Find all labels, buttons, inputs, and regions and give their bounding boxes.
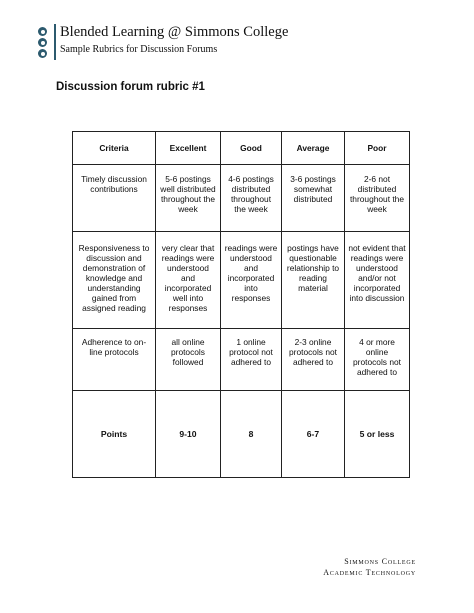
logo-dot-icon xyxy=(38,38,47,47)
brand-title: Blended Learning @ Simmons College xyxy=(60,24,289,40)
table-cell: 3-6 postings somewhat distributed xyxy=(282,165,345,232)
page-footer xyxy=(323,556,416,578)
table-row xyxy=(73,329,410,391)
footer-line-department: Academic Technology xyxy=(323,568,416,577)
page-header xyxy=(38,24,288,60)
table-cell: very clear that readings were understood and incorporated well into responses xyxy=(156,232,221,329)
criteria-cell: Timely discussion contributions xyxy=(73,165,156,232)
points-cell: 5 or less xyxy=(345,391,410,478)
header-text xyxy=(60,24,288,56)
points-cell: 9-10 xyxy=(156,391,221,478)
college-logo-icon xyxy=(38,27,50,58)
criteria-cell: Adherence to on-line protocols xyxy=(73,329,156,391)
table-cell: all online protocols followed xyxy=(156,329,221,391)
brand-subtitle: Sample Rubrics for Discussion Forums xyxy=(60,44,218,55)
points-row xyxy=(73,391,410,478)
table-cell: 5-6 postings well distributed throughout the week xyxy=(156,165,221,232)
column-header-excellent: Excellent xyxy=(156,132,221,165)
footer-line-college: Simmons College xyxy=(344,557,416,566)
table-cell: not evident that readings were understood and/or not incorporated into discussion xyxy=(345,232,410,329)
table-cell: 2-3 online protocols not adhered to xyxy=(282,329,345,391)
table-cell: readings were understood and incorporated into responses xyxy=(221,232,282,329)
header-divider xyxy=(54,24,56,60)
points-cell: 8 xyxy=(221,391,282,478)
column-header-good: Good xyxy=(221,132,282,165)
column-header-average: Average xyxy=(282,132,345,165)
rubric-table xyxy=(72,131,410,478)
table-cell: 1 online protocol not adhered to xyxy=(221,329,282,391)
table-cell: 2-6 not distributed throughout the week xyxy=(345,165,410,232)
points-cell: 6-7 xyxy=(282,391,345,478)
table-row xyxy=(73,232,410,329)
table-cell: 4 or more online protocols not adhered to xyxy=(345,329,410,391)
table-cell: 4-6 postings distributed throughout the week xyxy=(221,165,282,232)
logo-dot-icon xyxy=(38,27,47,36)
rubric-header-row xyxy=(73,132,410,165)
table-row xyxy=(73,165,410,232)
criteria-cell: Responsiveness to discussion and demonstration of knowledge and understanding gained from assigned reading xyxy=(73,232,156,329)
column-header-criteria: Criteria xyxy=(73,132,156,165)
table-cell: postings have questionable relationship to reading material xyxy=(282,232,345,329)
points-label-cell: Points xyxy=(73,391,156,478)
logo-dot-icon xyxy=(38,49,47,58)
column-header-poor: Poor xyxy=(345,132,410,165)
document-title: Discussion forum rubric #1 xyxy=(56,81,205,93)
